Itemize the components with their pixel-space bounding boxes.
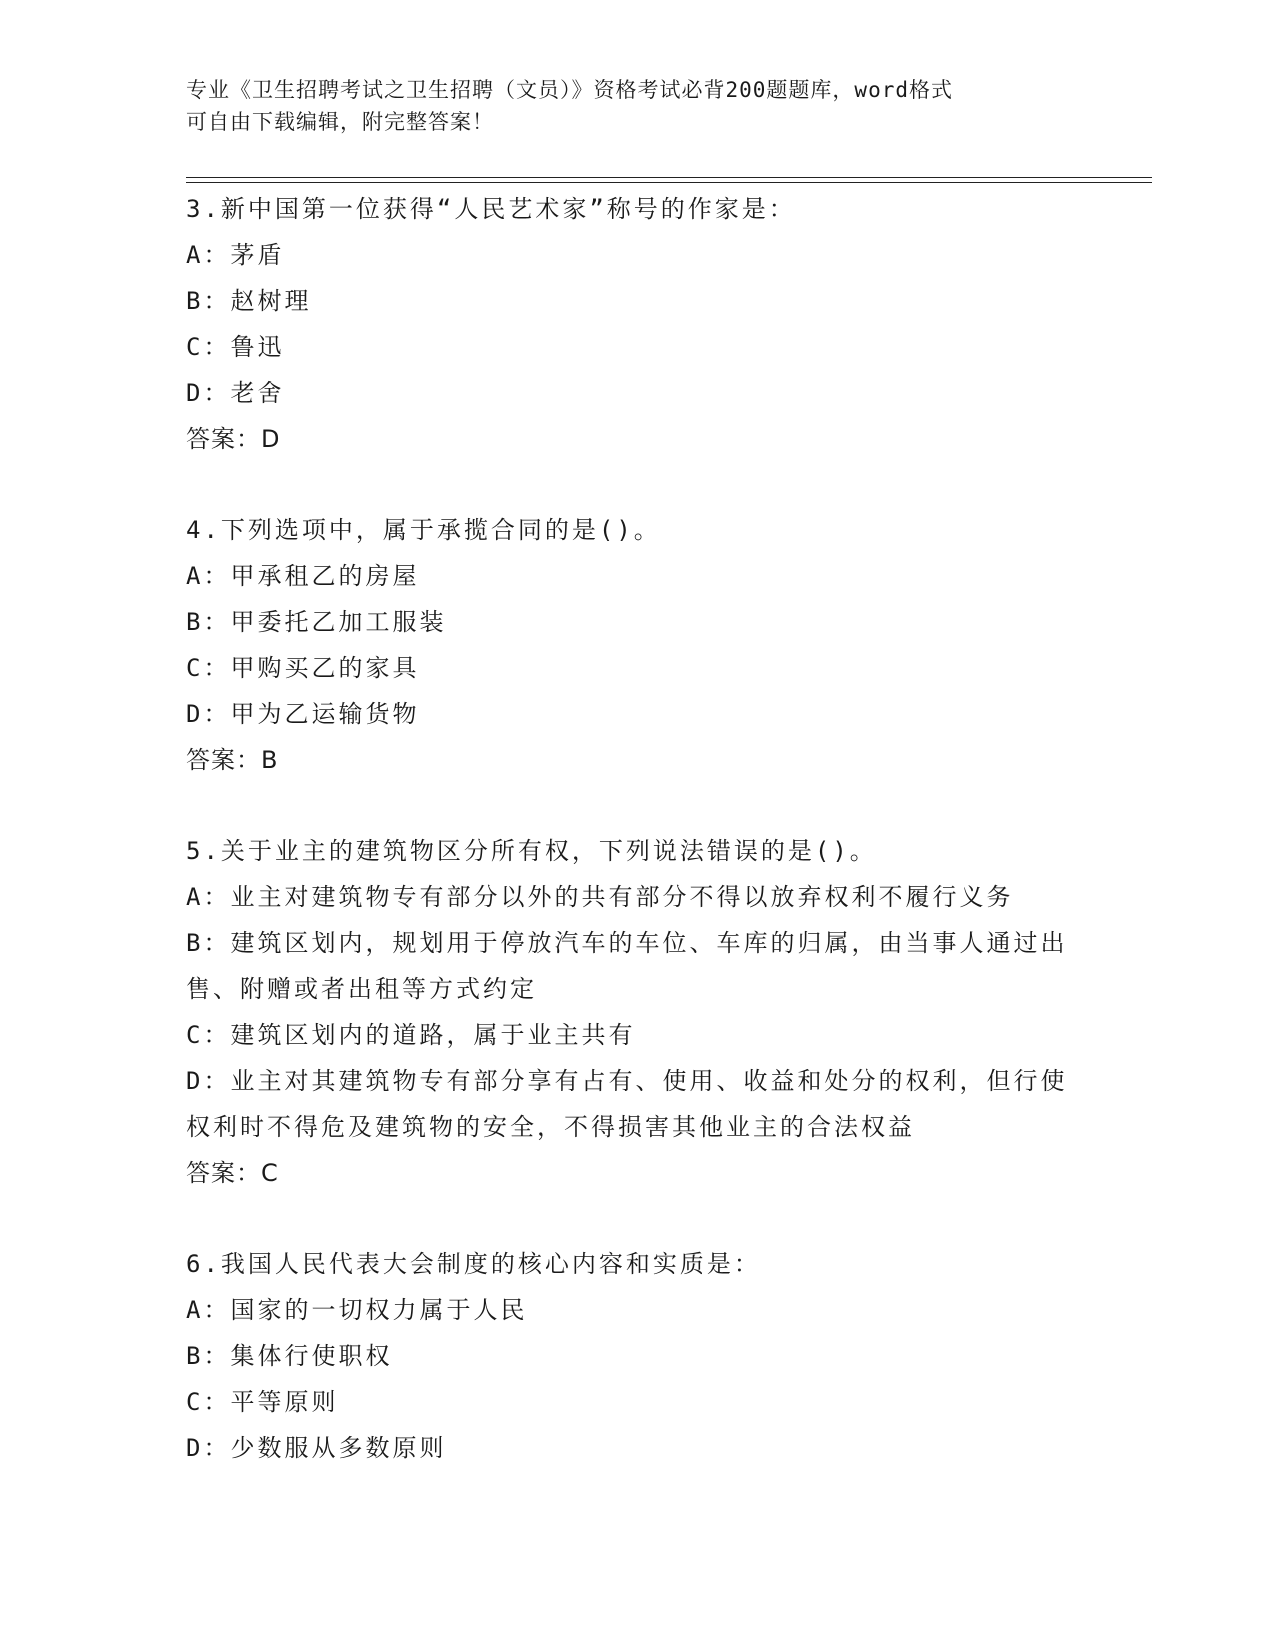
option-c: C：鲁迅	[186, 333, 285, 361]
header-rule-bottom	[186, 182, 1152, 183]
option-d: D：少数服从多数原则	[186, 1434, 447, 1462]
option-d: D：老舍	[186, 379, 285, 407]
answer: 答案：C	[186, 1159, 279, 1187]
question-stem: 4.下列选项中，属于承揽合同的是()。	[186, 516, 661, 544]
question-stem: 3.新中国第一位获得“人民艺术家”称号的作家是：	[186, 195, 796, 223]
question-4	[186, 507, 1086, 783]
option-b: B：甲委托乙加工服装	[186, 608, 447, 636]
question-stem: 5.关于业主的建筑物区分所有权，下列说法错误的是()。	[186, 837, 877, 865]
question-6	[186, 1241, 1086, 1471]
option-d: D：业主对其建筑物专有部分享有占有、使用、收益和处分的权利，但行使权利时不得危及建筑物的安全，不得损害其他业主的合法权益	[186, 1067, 1068, 1141]
question-5	[186, 828, 1086, 1196]
option-b: B：建筑区划内，规划用于停放汽车的车位、车库的归属，由当事人通过出售、附赠或者出租等方式约定	[186, 929, 1068, 1003]
option-c: C：建筑区划内的道路，属于业主共有	[186, 1021, 636, 1049]
question-list	[186, 186, 1086, 1471]
question-stem: 6.我国人民代表大会制度的核心内容和实质是：	[186, 1250, 761, 1278]
answer: 答案：D	[186, 425, 281, 453]
option-c: C：甲购买乙的家具	[186, 654, 420, 682]
option-d: D：甲为乙运输货物	[186, 700, 420, 728]
header-line-2: 可自由下载编辑，附完整答案！	[186, 110, 494, 134]
header-line-1: 专业《卫生招聘考试之卫生招聘（文员）》资格考试必背200题题库，word格式	[186, 78, 953, 102]
option-a: A：国家的一切权力属于人民	[186, 1296, 528, 1324]
option-b: B：赵树理	[186, 287, 312, 315]
document-header	[186, 74, 1066, 138]
option-b: B：集体行使职权	[186, 1342, 393, 1370]
option-a: A：业主对建筑物专有部分以外的共有部分不得以放弃权利不履行义务	[186, 883, 1014, 911]
option-a: A：茅盾	[186, 241, 285, 269]
question-3	[186, 186, 1086, 462]
header-rule-top	[186, 177, 1152, 178]
option-c: C：平等原则	[186, 1388, 339, 1416]
answer: 答案：B	[186, 746, 279, 774]
option-a: A：甲承租乙的房屋	[186, 562, 420, 590]
